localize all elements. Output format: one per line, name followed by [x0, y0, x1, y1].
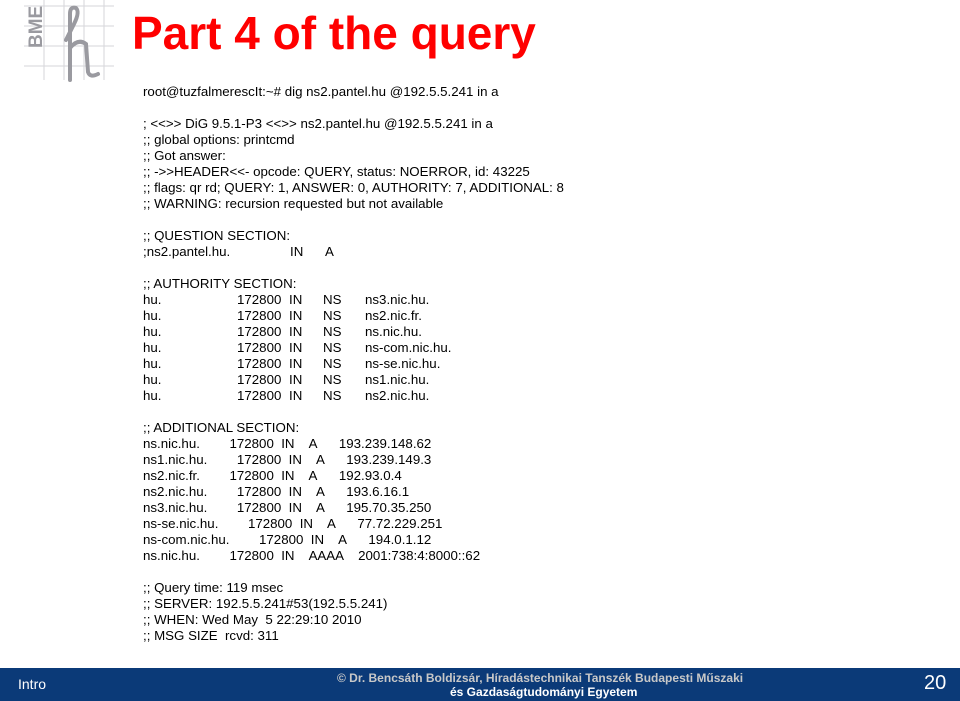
authority-ttl: 172800 — [237, 372, 282, 387]
additional-row: ns1.nic.hu. 172800 IN A 193.239.149.3 — [143, 452, 432, 467]
footer-bar — [0, 668, 960, 701]
authority-name: hu. — [143, 372, 162, 387]
authority-name: hu. — [143, 388, 162, 403]
question-class: IN — [290, 244, 304, 259]
authority-type: NS — [323, 308, 342, 323]
additional-row: ns.nic.hu. 172800 IN AAAA 2001:738:4:8000::62 — [143, 548, 481, 563]
question-heading: ;; QUESTION SECTION: — [143, 228, 291, 243]
question-type: A — [325, 244, 334, 259]
authority-ttl: 172800 — [237, 388, 282, 403]
authority-class: IN — [289, 372, 303, 387]
stats-line: ;; WHEN: Wed May 5 22:29:10 2010 — [143, 612, 362, 627]
authority-ttl: 172800 — [237, 324, 282, 339]
bme-logo-icon — [14, 0, 126, 82]
authority-heading: ;; AUTHORITY SECTION: — [143, 276, 297, 291]
stats-line: ;; SERVER: 192.5.5.241#53(192.5.5.241) — [143, 596, 388, 611]
logo-text: BME — [26, 5, 47, 48]
header-line: ;; flags: qr rd; QUERY: 1, ANSWER: 0, AUTHORITY: 7, ADDITIONAL: 8 — [143, 180, 564, 195]
authority-name: hu. — [143, 292, 162, 307]
footer-section-label: Intro — [18, 676, 47, 692]
authority-ttl: 172800 — [237, 356, 282, 371]
authority-class: IN — [289, 308, 303, 323]
slide-title: Part 4 of the query — [132, 7, 536, 59]
authority-data: ns.nic.hu. — [365, 324, 422, 339]
header-line: ;; WARNING: recursion requested but not available — [143, 196, 444, 211]
page-number: 20 — [924, 672, 947, 694]
header-line: ;; Got answer: — [143, 148, 226, 163]
authority-name: hu. — [143, 308, 162, 323]
authority-class: IN — [289, 356, 303, 371]
additional-row: ns2.nic.hu. 172800 IN A 193.6.16.1 — [143, 484, 410, 499]
additional-row: ns-se.nic.hu. 172800 IN A 77.72.229.251 — [143, 516, 443, 531]
additional-row: ns-com.nic.hu. 172800 IN A 194.0.1.12 — [143, 532, 432, 547]
authority-data: ns-se.nic.hu. — [365, 356, 441, 371]
authority-data: ns2.nic.hu. — [365, 388, 430, 403]
header-line: ;; global options: printcmd — [143, 132, 295, 147]
authority-type: NS — [323, 292, 342, 307]
authority-type: NS — [323, 356, 342, 371]
authority-name: hu. — [143, 340, 162, 355]
authority-type: NS — [323, 340, 342, 355]
additional-row: ns.nic.hu. 172800 IN A 193.239.148.62 — [143, 436, 432, 451]
authority-name: hu. — [143, 356, 162, 371]
authority-name: hu. — [143, 324, 162, 339]
authority-class: IN — [289, 388, 303, 403]
stats-line: ;; MSG SIZE rcvd: 311 — [143, 628, 279, 643]
authority-type: NS — [323, 372, 342, 387]
additional-row: ns3.nic.hu. 172800 IN A 195.70.35.250 — [143, 500, 432, 515]
header-line: ;; ->>HEADER<<- opcode: QUERY, status: NOERROR, id: 43225 — [143, 164, 530, 179]
authority-class: IN — [289, 324, 303, 339]
question-name: ;ns2.pantel.hu. — [143, 244, 231, 259]
authority-ttl: 172800 — [237, 308, 282, 323]
authority-data: ns1.nic.hu. — [365, 372, 430, 387]
dig-command: root@tuzfalmerescIt:~# dig ns2.pantel.hu @192.5.5.241 in a — [143, 84, 499, 99]
authority-data: ns2.nic.fr. — [365, 308, 422, 323]
authority-data: ns-com.nic.hu. — [365, 340, 452, 355]
authority-type: NS — [323, 388, 342, 403]
authority-ttl: 172800 — [237, 340, 282, 355]
authority-class: IN — [289, 292, 303, 307]
additional-row: ns2.nic.fr. 172800 IN A 192.93.0.4 — [143, 468, 402, 483]
stats-line: ;; Query time: 119 msec — [143, 580, 284, 595]
authority-class: IN — [289, 340, 303, 355]
authority-data: ns3.nic.hu. — [365, 292, 430, 307]
footer-institution: és Gazdaságtudományi Egyetem — [450, 685, 638, 699]
footer-copyright: © Dr. Bencsáth Boldizsár, Híradástechnikai Tanszék Budapesti Műszaki — [337, 671, 744, 685]
header-line: ; <<>> DiG 9.5.1-P3 <<>> ns2.pantel.hu @192.5.5.241 in a — [143, 116, 493, 131]
additional-heading: ;; ADDITIONAL SECTION: — [143, 420, 300, 435]
authority-type: NS — [323, 324, 342, 339]
authority-ttl: 172800 — [237, 292, 282, 307]
bme-logo — [14, 0, 126, 82]
